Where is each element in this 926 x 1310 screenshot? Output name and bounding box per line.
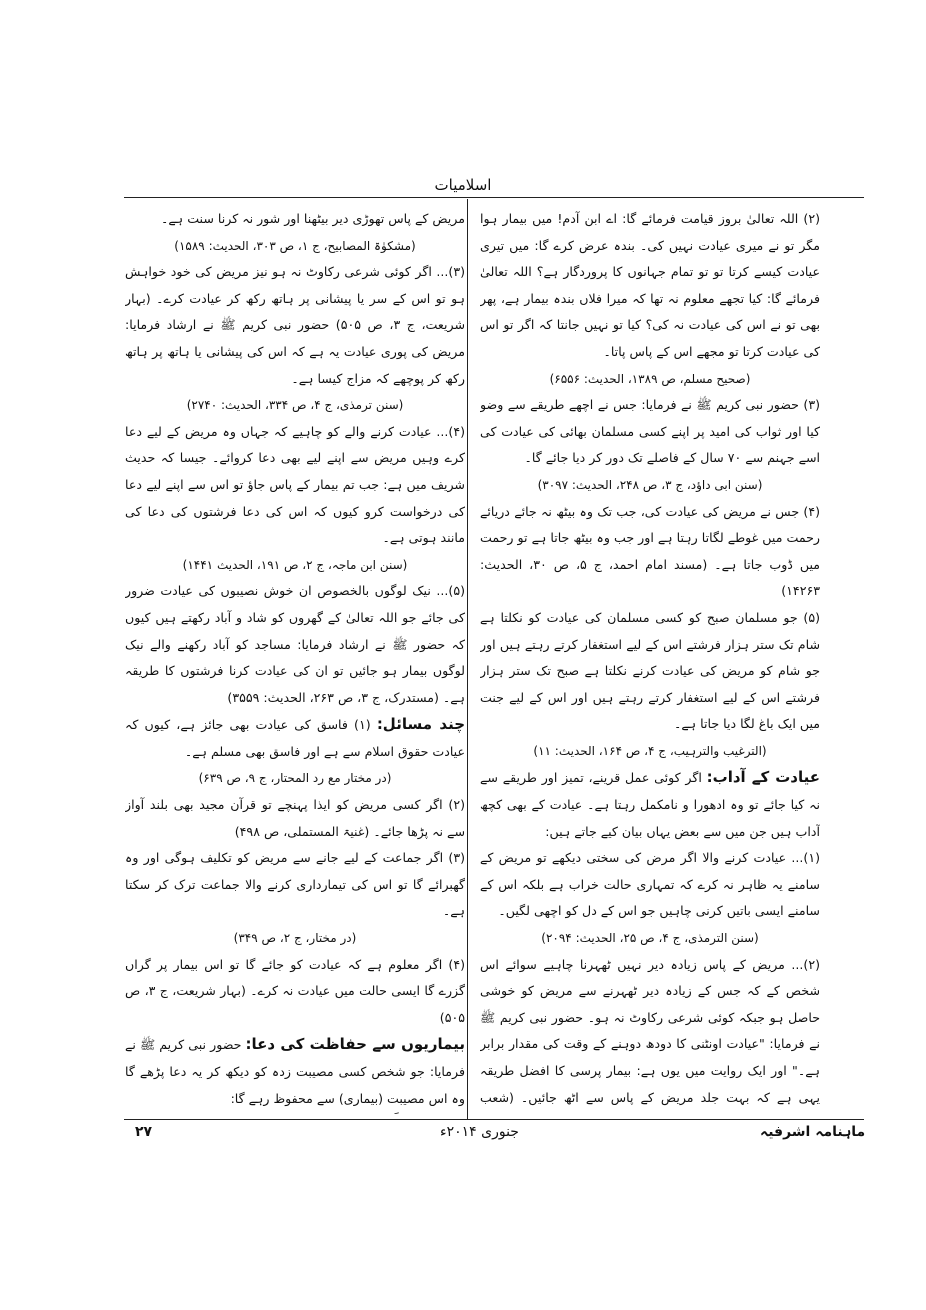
paragraph: (۴) جس نے مریض کی عیادت کی، جب تک وہ بیٹھ نہ جائے دریائے رحمت میں غوطے لگاتا رہتا ہے اور جب وہ بیٹھ جاتا ہے تو رحمت میں ڈوب جاتا ہے۔ (مسند امام احمد، ج ۵، ص ۳۰، الحدیث: ۱۴۲۶۳) — [480, 503, 820, 599]
paragraph: (۴)... عیادت کرنے والے کو چاہیے کہ جہاں وہ مریض کے لیے دعا کرے وہیں مریض سے اپنے لیے بھی دعا کروائے۔ جیسا کہ حدیث شریف میں ہے: جب تم بیمار کے پاس جاؤ تو اس سے اپنے لیے دعا کی درخواست کرو کیوں کہ اس کی دعا فرشتوں کی دعا کی مانند ہوتی ہے۔ — [125, 423, 465, 546]
column-divider — [467, 199, 468, 1119]
paragraph: (۳) اگر جماعت کے لیے جانے سے مریض کو تکلیف ہوگی اور وہ گھبرائے گا تو اس کی تیمارداری کرنے والا جماعت ترک کر سکتا ہے۔ — [125, 850, 465, 919]
reference-citation: (سنن ترمذی، ج ۴، ص ۳۳۴، الحدیث: ۲۷۴۰) — [186, 398, 404, 413]
reference-citation: (مشکوٰۃ المصابیح، ج ۱، ص ۳۰۳، الحدیث: ۱۵۸۹) — [174, 238, 416, 253]
section-heading: عیادت کے آداب: — [706, 768, 820, 787]
paragraph: (۳)... اگر کوئی شرعی رکاوٹ نہ ہو نیز مریض کی خود خواہش ہو تو اس کے سر یا پیشانی پر ہاتھ رکھ کر عیادت کرے۔ (بہار شریعت، ج ۳، ص ۵۰۵) حضور نبی کریم ﷺ نے ارشاد فرمایا: مریض کی پوری عیادت یہ ہے کہ اس کی پیشانی یا ہاتھ پر ہاتھ رکھ کر پوچھے کہ مزاج کیسا ہے۔ — [125, 264, 465, 386]
paragraph: (۳) حضور نبی کریم ﷺ نے فرمایا: جس نے اچھے طریقے سے وضو کیا اور ثواب کی امید پر اپنے کسی مسلمان بھائی کی عیادت کی اسے جہنم سے ۷۰ سال کے فاصلے تک دور کر دیا جائے گا۔ — [480, 397, 820, 466]
paragraph: مریض کے پاس تھوڑی دیر بیٹھنا اور شور نہ کرنا سنت ہے۔ — [161, 211, 465, 226]
footer-rule — [124, 1119, 864, 1120]
section-heading: چند مسائل: — [376, 715, 465, 734]
reference-citation: (صحیح مسلم، ص ۱۳۸۹، الحدیث: ۶۵۵۶) — [549, 371, 751, 386]
reference-citation: (سنن ابی داؤد، ج ۳، ص ۲۴۸، الحدیث: ۳۰۹۷) — [537, 477, 763, 492]
paragraph-text: اگر کوئی عمل قرینے، تمیز اور طریقے سے نہ کیا جائے تو وہ ادھورا و نامکمل رہتا ہے۔ عیادت کے بھی کچھ آداب ہیں جن میں سے بعض یہاں بیان کیے جاتے ہیں: — [480, 770, 820, 839]
paragraph: (۱)... عیادت کرنے والا اگر مرض کی سختی دیکھے تو مریض کے سامنے یہ ظاہر نہ کرے کہ تمہاری حالت خراب ہے بلکہ اس کے سامنے ایسی باتیں کرنی چاہیں جو اس کے دل کو اچھی لگیں۔ — [480, 850, 820, 919]
reference-citation: (الترغیب والترہیب، ج ۴، ص ۱۶۴، الحدیث: ۱۱) — [533, 743, 767, 758]
reference-citation: (سنن ابن ماجہ، ج ۲، ص ۱۹۱، الحدیث ۱۴۴۱) — [182, 557, 408, 572]
arabic-dua — [125, 1112, 465, 1114]
left-column — [125, 206, 465, 1114]
page-header — [0, 176, 926, 194]
section-heading: بیماریوں سے حفاظت کی دعا: — [245, 1035, 465, 1054]
paragraph: (۲)... مریض کے پاس زیادہ دیر نہیں ٹھہرنا چاہیے سوائے اس شخص کے کہ جس کے زیادہ دیر ٹھہرنے سے مریض کو خوشی حاصل ہو جبکہ کوئی شرعی رکاوٹ نہ ہو۔ حضور نبی کریم ﷺ نے فرمایا: "عیادت اونٹنی کا دودھ دوہنے کے وقت کی مقدار برابر ہے۔" اور ایک روایت میں یوں ہے: بیمار پرسی کا افضل طریقہ یہی ہے کہ بہت جلد مریض کے پاس سے اٹھ جائیں۔ (شعب — [480, 956, 820, 1105]
reference-citation: (سنن الترمذی، ج ۴، ص ۲۵، الحدیث: ۲۰۹۴) — [541, 931, 759, 946]
section-paragraph — [480, 764, 820, 845]
section-paragraph — [125, 711, 465, 765]
paragraph: (۵)... نیک لوگوں بالخصوص ان خوش نصیبوں کی عیادت ضرور کی جائے جو اللہ تعالیٰ کے گھروں کو شاد و آباد رکھتے ہیں کیوں کہ حضور ﷺ نے ارشاد فرمایا: مساجد کو آباد رکھنے والے نیک لوگوں بیمار ہو جائیں تو ان کی عیادت کرنا فرشتوں کا طریقہ ہے۔ (مستدرک، ج ۳، ص ۲۶۳، الحدیث: ۳۵۵۹) — [125, 583, 465, 705]
paragraph-text: حضور نبی کریم ﷺ نے فرمایا: جو شخص کسی مصیبت زدہ کو دیکھ کر یہ دعا پڑھے گا وہ اس مصیبت (بیماری) سے محفوظ رہے گا: — [125, 1037, 465, 1106]
paragraph: (۵) جو مسلمان صبح کو کسی مسلمان کی عیادت کو نکلتا ہے شام تک ستر ہزار فرشتے اس کے لیے استغفار کرتے رہتے ہیں اور جو شام کو مریض کی عیادت کرنے نکلتا ہے صبح تک ستر ہزار فرشتے اس کے لیے استغفار کرتے رہتے ہیں اور اس کے لیے جنت میں ایک باغ لگا دیا جاتا ہے۔ — [480, 609, 820, 732]
paragraph-text: (۱) فاسق کی عیادت بھی جائز ہے، کیوں کہ عیادت حقوق اسلام سے ہے اور فاسق بھی مسلم ہے۔ — [125, 717, 465, 759]
page-number: ۲۷ — [135, 1124, 153, 1140]
section-title: اسلامیات — [434, 176, 492, 194]
header-rule — [124, 197, 864, 198]
footer-date: جنوری ۲۰۱۴ء — [440, 1124, 519, 1140]
footer-magazine-name: ماہنامہ اشرفیہ — [760, 1124, 866, 1140]
section-paragraph — [125, 1031, 465, 1112]
paragraph: (۴) اگر معلوم ہے کہ عیادت کو جائے گا تو اس بیمار پر گراں گزرے گا ایسی حالت میں عیادت نہ کرے۔ (بہار شریعت، ج ۳، ص ۵۰۵) — [125, 956, 465, 1025]
right-column — [480, 206, 820, 1114]
paragraph: (۲) اگر کسی مریض کو ایذا پہنچے تو قرآن مجید بھی بلند آواز سے نہ پڑھا جائے۔ (غنیۃ المستملی، ص ۴۹۸) — [125, 797, 465, 839]
reference-citation: (در مختار، ج ۲، ص ۳۴۹) — [233, 931, 357, 946]
paragraph: (۲) اللہ تعالیٰ بروز قیامت فرمائے گا: اے ابن آدم! میں بیمار ہوا مگر تو نے میری عیادت نہیں کی۔ بندہ عرض کرے گا: میں تیری عیادت کیسے کرتا تو تو تمام جہانوں کا پروردگار ہے؟ اللہ تعالیٰ فرمائے گا: کیا تجھے معلوم نہ تھا کہ میرا فلاں بندہ بیمار ہے، پھر بھی تو نے اس کی عیادت نہ کی؟ کیا تو نہیں جانتا کہ اگر تو اس کی عیادت کرتا تو مجھے اس کے پاس پاتا۔ — [480, 211, 820, 359]
reference-citation: (در مختار مع رد المحتار، ج ۹، ص ۶۳۹) — [198, 771, 392, 786]
